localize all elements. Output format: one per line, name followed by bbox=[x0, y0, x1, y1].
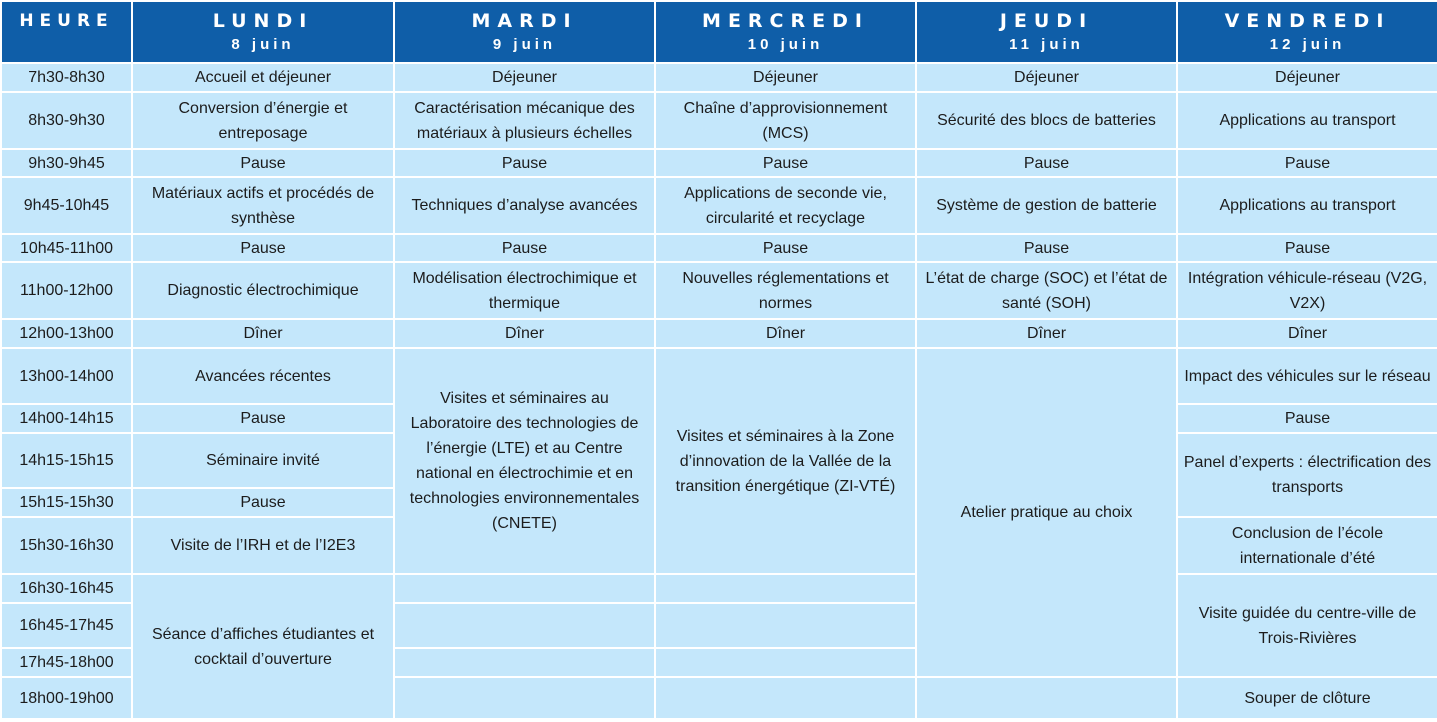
session-cell: Visite de l’IRH et de l’I2E3 bbox=[132, 517, 394, 574]
session-cell: Visite guidée du centre-ville de Trois-Rivières bbox=[1177, 574, 1437, 677]
day-name: LUNDI bbox=[212, 10, 314, 32]
hour-cell: 16h45-17h45 bbox=[1, 603, 132, 648]
session-cell: Visites et séminaires à la Zone d’innovation de la Vallée de la transition énergétique (ZI-VTÉ) bbox=[655, 348, 916, 574]
hour-column-header: HEURE bbox=[1, 1, 132, 63]
session-cell: Diagnostic électrochimique bbox=[132, 262, 394, 319]
session-cell: Déjeuner bbox=[394, 63, 655, 92]
session-cell: Pause bbox=[394, 149, 655, 177]
session-cell: Atelier pratique au choix bbox=[916, 348, 1177, 677]
day-header-monday bbox=[132, 1, 394, 63]
session-cell: Modélisation électrochimique et thermique bbox=[394, 262, 655, 319]
day-name: VENDREDI bbox=[1224, 10, 1391, 32]
session-cell: Impact des véhicules sur le réseau bbox=[1177, 348, 1437, 404]
empty-cell bbox=[655, 603, 916, 648]
session-cell: Matériaux actifs et procédés de synthèse bbox=[132, 177, 394, 234]
session-cell: Pause bbox=[132, 488, 394, 517]
session-cell: Caractérisation mécanique des matériaux à plusieurs échelles bbox=[394, 92, 655, 149]
session-cell: Applications de seconde vie, circularité et recyclage bbox=[655, 177, 916, 234]
session-cell: Chaîne d’approvisionnement (MCS) bbox=[655, 92, 916, 149]
hour-cell: 15h30-16h30 bbox=[1, 517, 132, 574]
hour-cell: 9h45-10h45 bbox=[1, 177, 132, 234]
table-row bbox=[1, 319, 1437, 348]
hour-cell: 10h45-11h00 bbox=[1, 234, 132, 262]
day-date: 9 juin bbox=[492, 36, 557, 53]
session-cell: Techniques d’analyse avancées bbox=[394, 177, 655, 234]
session-cell: Dîner bbox=[132, 319, 394, 348]
hour-cell: 11h00-12h00 bbox=[1, 262, 132, 319]
day-header-thursday bbox=[916, 1, 1177, 63]
day-date: 10 juin bbox=[747, 36, 824, 53]
session-cell: Dîner bbox=[1177, 319, 1437, 348]
session-cell: Pause bbox=[132, 234, 394, 262]
table-row bbox=[1, 92, 1437, 149]
empty-cell bbox=[655, 677, 916, 719]
session-cell: Pause bbox=[1177, 234, 1437, 262]
session-cell: Déjeuner bbox=[655, 63, 916, 92]
day-name: JEUDI bbox=[999, 10, 1094, 32]
session-cell: Dîner bbox=[655, 319, 916, 348]
empty-cell bbox=[655, 574, 916, 603]
table-row bbox=[1, 63, 1437, 92]
hour-cell: 14h00-14h15 bbox=[1, 404, 132, 433]
table-row bbox=[1, 262, 1437, 319]
session-cell: L’état de charge (SOC) et l’état de santé (SOH) bbox=[916, 262, 1177, 319]
table-row bbox=[1, 149, 1437, 177]
session-cell: Pause bbox=[916, 234, 1177, 262]
hour-cell: 9h30-9h45 bbox=[1, 149, 132, 177]
session-cell: Séance d’affiches étudiantes et cocktail d’ouverture bbox=[132, 574, 394, 719]
session-cell: Panel d’experts : électrification des transports bbox=[1177, 433, 1437, 517]
hour-cell: 13h00-14h00 bbox=[1, 348, 132, 404]
session-cell: Intégration véhicule-réseau (V2G, V2X) bbox=[1177, 262, 1437, 319]
session-cell: Pause bbox=[132, 149, 394, 177]
session-cell: Visites et séminaires au Laboratoire des technologies de l’énergie (LTE) et au Centre national en électrochimie et en technologies environnementales (CNETE) bbox=[394, 348, 655, 574]
day-date: 8 juin bbox=[231, 36, 295, 53]
hour-cell: 17h45-18h00 bbox=[1, 648, 132, 677]
session-cell: Sécurité des blocs de batteries bbox=[916, 92, 1177, 149]
header-row bbox=[1, 1, 1437, 63]
hour-cell: 16h30-16h45 bbox=[1, 574, 132, 603]
session-cell: Avancées récentes bbox=[132, 348, 394, 404]
session-cell: Applications au transport bbox=[1177, 92, 1437, 149]
table-row bbox=[1, 234, 1437, 262]
session-cell: Nouvelles réglementations et normes bbox=[655, 262, 916, 319]
session-cell: Déjeuner bbox=[916, 63, 1177, 92]
day-date: 11 juin bbox=[1009, 36, 1084, 53]
day-header-friday bbox=[1177, 1, 1437, 63]
session-cell: Déjeuner bbox=[1177, 63, 1437, 92]
session-cell: Pause bbox=[916, 149, 1177, 177]
session-cell: Pause bbox=[394, 234, 655, 262]
session-cell: Souper de clôture bbox=[1177, 677, 1437, 719]
empty-cell bbox=[916, 677, 1177, 719]
session-cell: Pause bbox=[132, 404, 394, 433]
empty-cell bbox=[394, 603, 655, 648]
hour-cell: 14h15-15h15 bbox=[1, 433, 132, 488]
table-row bbox=[1, 177, 1437, 234]
hour-cell: 7h30-8h30 bbox=[1, 63, 132, 92]
session-cell: Pause bbox=[1177, 149, 1437, 177]
session-cell: Conclusion de l’école internationale d’été bbox=[1177, 517, 1437, 574]
table-row bbox=[1, 348, 1437, 404]
empty-cell bbox=[394, 648, 655, 677]
session-cell: Accueil et déjeuner bbox=[132, 63, 394, 92]
hour-cell: 8h30-9h30 bbox=[1, 92, 132, 149]
session-cell: Conversion d’énergie et entreposage bbox=[132, 92, 394, 149]
session-cell: Pause bbox=[655, 234, 916, 262]
session-cell: Système de gestion de batterie bbox=[916, 177, 1177, 234]
empty-cell bbox=[655, 648, 916, 677]
hour-cell: 15h15-15h30 bbox=[1, 488, 132, 517]
day-date: 12 juin bbox=[1269, 36, 1346, 53]
session-cell: Dîner bbox=[394, 319, 655, 348]
session-cell: Séminaire invité bbox=[132, 433, 394, 488]
hour-cell: 18h00-19h00 bbox=[1, 677, 132, 719]
day-name: MERCREDI bbox=[702, 10, 869, 32]
table-row bbox=[1, 574, 1437, 603]
day-name: MARDI bbox=[471, 10, 578, 32]
hour-cell: 12h00-13h00 bbox=[1, 319, 132, 348]
session-cell: Pause bbox=[1177, 404, 1437, 433]
empty-cell bbox=[394, 574, 655, 603]
session-cell: Applications au transport bbox=[1177, 177, 1437, 234]
day-header-wednesday bbox=[655, 1, 916, 63]
empty-cell bbox=[394, 677, 655, 719]
session-cell: Pause bbox=[655, 149, 916, 177]
day-header-tuesday bbox=[394, 1, 655, 63]
session-cell: Dîner bbox=[916, 319, 1177, 348]
